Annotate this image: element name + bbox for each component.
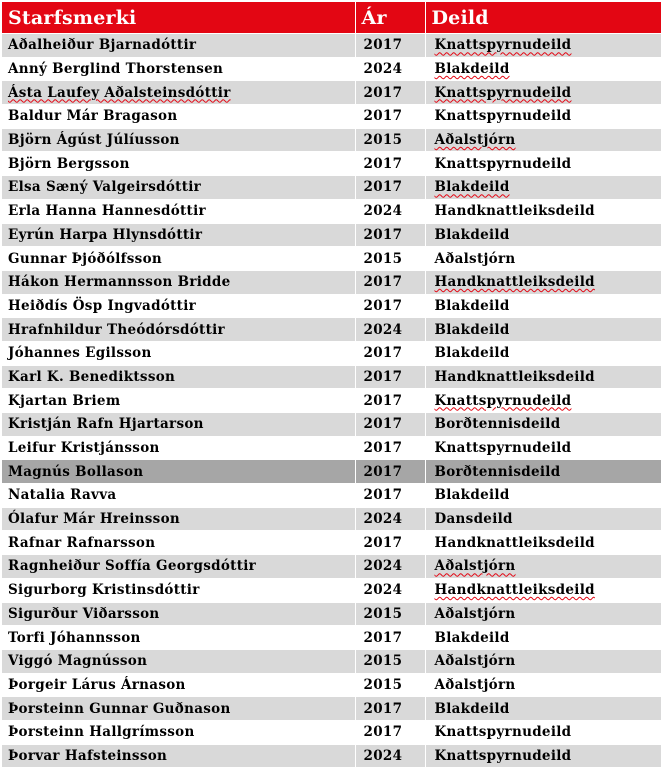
- dept-cell: [425, 507, 661, 531]
- table-row: [2, 413, 661, 437]
- name-cell: [2, 223, 355, 247]
- name-cell-text: Heiðdís Ösp Ingvadóttir: [8, 297, 197, 314]
- dept-cell: [425, 389, 661, 413]
- dept-cell-text: Knattspyrnudeild: [434, 155, 572, 172]
- dept-cell-text: Borðtennisdeild: [434, 416, 561, 433]
- table-row: [2, 531, 661, 555]
- table-row: [2, 507, 661, 531]
- dept-cell: [425, 697, 661, 721]
- dept-cell: [425, 484, 661, 508]
- dept-cell: [425, 460, 661, 484]
- dept-cell-text: Knattspyrnudeild: [434, 108, 572, 125]
- year-cell-text: 2024: [363, 203, 403, 220]
- dept-cell: [425, 720, 661, 744]
- header-row: [2, 2, 661, 34]
- dept-cell: [425, 626, 661, 650]
- name-cell-text: Rafnar Rafnarsson: [8, 534, 156, 551]
- dept-cell-text: Aðalstjórn: [434, 676, 516, 693]
- year-cell: [355, 436, 425, 460]
- dept-cell-text: Dansdeild: [434, 511, 513, 528]
- name-cell: [2, 507, 355, 531]
- year-cell-text: 2017: [363, 297, 403, 314]
- year-cell-text: 2017: [363, 392, 403, 409]
- table-row: [2, 270, 661, 294]
- year-cell-text: 2017: [363, 108, 403, 125]
- table-row: [2, 602, 661, 626]
- name-cell: [2, 720, 355, 744]
- name-cell-text: Hrafnhildur Theódórsdóttir: [8, 321, 225, 338]
- dept-cell: [425, 34, 661, 58]
- dept-cell: [425, 223, 661, 247]
- name-cell-text: Erla Hanna Hannesdóttir: [8, 203, 206, 220]
- name-cell-text: Leifur Kristjánsson: [8, 440, 160, 457]
- dept-cell-text: Handknattleiksdeild: [434, 203, 595, 220]
- name-cell: [2, 152, 355, 176]
- year-cell: [355, 57, 425, 81]
- table-row: [2, 578, 661, 602]
- table-row: [2, 436, 661, 460]
- year-cell-text: 2017: [363, 724, 403, 741]
- name-cell-text: Eyrún Harpa Hlynsdóttir: [8, 226, 203, 243]
- dept-cell-text: Blakdeild: [434, 345, 510, 362]
- year-cell-text: 2017: [363, 368, 403, 385]
- table-row: [2, 389, 661, 413]
- table-row: [2, 223, 661, 247]
- name-cell: [2, 365, 355, 389]
- dept-cell: [425, 176, 661, 200]
- table-row: [2, 247, 661, 271]
- header-year: Ár: [355, 2, 425, 34]
- name-cell-text: Kjartan Briem: [8, 392, 121, 409]
- dept-cell: [425, 649, 661, 673]
- name-cell: [2, 128, 355, 152]
- dept-cell: [425, 152, 661, 176]
- dept-cell-text: Borðtennisdeild: [434, 463, 561, 480]
- dept-cell-text: Aðalstjórn: [434, 653, 516, 670]
- dept-cell-text: Blakdeild: [434, 61, 510, 78]
- name-cell-text: Björn Ágúst Júlíusson: [8, 132, 180, 149]
- dept-cell: [425, 413, 661, 437]
- name-cell-text: Sigurður Viðarsson: [8, 605, 160, 622]
- name-cell: [2, 389, 355, 413]
- dept-cell: [425, 673, 661, 697]
- name-cell-text: Aðalheiður Bjarnadóttir: [8, 37, 197, 54]
- name-cell-text: Baldur Már Bragason: [8, 108, 178, 125]
- dept-cell: [425, 365, 661, 389]
- year-cell-text: 2017: [363, 37, 403, 54]
- name-cell-text: Þorgeir Lárus Árnason: [8, 676, 186, 693]
- year-cell-text: 2024: [363, 61, 403, 78]
- name-cell: [2, 247, 355, 271]
- name-cell: [2, 697, 355, 721]
- name-cell-text: Elsa Sæný Valgeirsdóttir: [8, 179, 202, 196]
- year-cell: [355, 341, 425, 365]
- dept-cell: [425, 105, 661, 129]
- staff-badge-table: [2, 2, 661, 768]
- dept-cell-text: Aðalstjórn: [434, 132, 516, 149]
- dept-cell: [425, 341, 661, 365]
- name-cell-text: Karl K. Benediktsson: [8, 368, 176, 385]
- dept-cell-text: Aðalstjórn: [434, 558, 516, 575]
- year-cell-text: 2017: [363, 487, 403, 504]
- year-cell-text: 2015: [363, 676, 403, 693]
- year-cell: [355, 152, 425, 176]
- year-cell-text: 2017: [363, 274, 403, 291]
- table-row: [2, 673, 661, 697]
- table-row: [2, 365, 661, 389]
- name-cell-text: Viggó Magnússon: [8, 653, 148, 670]
- year-cell-text: 2024: [363, 582, 403, 599]
- year-cell: [355, 484, 425, 508]
- year-cell-text: 2017: [363, 179, 403, 196]
- dept-cell: [425, 744, 661, 768]
- name-cell-text: Magnús Bollason: [8, 463, 144, 480]
- year-cell: [355, 413, 425, 437]
- year-cell: [355, 744, 425, 768]
- name-cell: [2, 673, 355, 697]
- dept-cell: [425, 531, 661, 555]
- table-row: [2, 152, 661, 176]
- name-cell-text: Ólafur Már Hreinsson: [8, 511, 180, 528]
- table-row: [2, 744, 661, 768]
- dept-cell: [425, 57, 661, 81]
- name-cell-text: Sigurborg Kristinsdóttir: [8, 582, 200, 599]
- dept-cell: [425, 294, 661, 318]
- name-cell: [2, 57, 355, 81]
- name-cell: [2, 176, 355, 200]
- table-row: [2, 199, 661, 223]
- dept-cell: [425, 555, 661, 579]
- name-cell: [2, 294, 355, 318]
- dept-cell-text: Blakdeild: [434, 487, 510, 504]
- table-row: [2, 34, 661, 58]
- year-cell-text: 2017: [363, 345, 403, 362]
- year-cell-text: 2017: [363, 629, 403, 646]
- name-cell: [2, 436, 355, 460]
- name-cell-text: Torfi Jóhannsson: [8, 629, 141, 646]
- dept-cell: [425, 128, 661, 152]
- year-cell: [355, 105, 425, 129]
- year-cell-text: 2015: [363, 653, 403, 670]
- name-cell-text: Natalia Ravva: [8, 487, 117, 504]
- name-cell: [2, 744, 355, 768]
- dept-cell: [425, 81, 661, 105]
- year-cell-text: 2024: [363, 747, 403, 764]
- name-cell: [2, 199, 355, 223]
- dept-cell-text: Handknattleiksdeild: [434, 534, 595, 551]
- dept-cell: [425, 578, 661, 602]
- year-cell: [355, 673, 425, 697]
- table-row: [2, 318, 661, 342]
- name-cell-text: Björn Bergsson: [8, 155, 130, 172]
- name-cell-text: Gunnar Þjóðólfsson: [8, 250, 163, 267]
- year-cell: [355, 507, 425, 531]
- year-cell: [355, 176, 425, 200]
- dept-cell-text: Aðalstjórn: [434, 250, 516, 267]
- name-cell: [2, 81, 355, 105]
- dept-cell-text: Handknattleiksdeild: [434, 368, 595, 385]
- dept-cell: [425, 247, 661, 271]
- year-cell: [355, 578, 425, 602]
- year-cell: [355, 81, 425, 105]
- name-cell: [2, 318, 355, 342]
- year-cell-text: 2024: [363, 511, 403, 528]
- table-row: [2, 697, 661, 721]
- name-cell: [2, 626, 355, 650]
- name-cell: [2, 602, 355, 626]
- year-cell: [355, 649, 425, 673]
- table-row: [2, 176, 661, 200]
- year-cell: [355, 318, 425, 342]
- year-cell: [355, 720, 425, 744]
- header-dept: Deild: [425, 2, 661, 34]
- name-cell: [2, 555, 355, 579]
- year-cell-text: 2015: [363, 132, 403, 149]
- table-row: [2, 105, 661, 129]
- name-cell: [2, 649, 355, 673]
- year-cell: [355, 531, 425, 555]
- name-cell-text: Ásta Laufey Aðalsteinsdóttir: [8, 84, 231, 101]
- year-cell-text: 2015: [363, 250, 403, 267]
- dept-cell-text: Knattspyrnudeild: [434, 724, 572, 741]
- year-cell: [355, 697, 425, 721]
- year-cell: [355, 626, 425, 650]
- dept-cell-text: Aðalstjórn: [434, 605, 516, 622]
- name-cell: [2, 105, 355, 129]
- dept-cell-text: Knattspyrnudeild: [434, 37, 572, 54]
- name-cell-text: Kristján Rafn Hjartarson: [8, 416, 204, 433]
- dept-cell-text: Knattspyrnudeild: [434, 440, 572, 457]
- table-row: [2, 341, 661, 365]
- table-row: [2, 128, 661, 152]
- table-row: [2, 555, 661, 579]
- year-cell-text: 2015: [363, 605, 403, 622]
- name-cell-text: Jóhannes Egilsson: [8, 345, 152, 362]
- dept-cell: [425, 436, 661, 460]
- name-cell: [2, 34, 355, 58]
- dept-cell-text: Blakdeild: [434, 297, 510, 314]
- name-cell-text: Þorsteinn Gunnar Guðnason: [8, 700, 231, 717]
- year-cell-text: 2017: [363, 440, 403, 457]
- name-cell-text: Anný Berglind Thorstensen: [8, 61, 224, 78]
- table-row: [2, 649, 661, 673]
- header-name: Starfsmerki: [2, 2, 355, 34]
- name-cell: [2, 460, 355, 484]
- dept-cell-text: Knattspyrnudeild: [434, 84, 572, 101]
- name-cell: [2, 413, 355, 437]
- table-row: [2, 460, 661, 484]
- table-row: [2, 626, 661, 650]
- year-cell-text: 2017: [363, 463, 403, 480]
- year-cell-text: 2024: [363, 558, 403, 575]
- year-cell: [355, 602, 425, 626]
- name-cell-text: Ragnheiður Soffía Georgsdóttir: [8, 558, 257, 575]
- dept-cell-text: Knattspyrnudeild: [434, 747, 572, 764]
- table-row: [2, 81, 661, 105]
- dept-cell-text: Blakdeild: [434, 321, 510, 338]
- year-cell: [355, 223, 425, 247]
- name-cell: [2, 531, 355, 555]
- year-cell-text: 2017: [363, 534, 403, 551]
- year-cell-text: 2017: [363, 84, 403, 101]
- year-cell-text: 2017: [363, 155, 403, 172]
- year-cell: [355, 34, 425, 58]
- year-cell: [355, 365, 425, 389]
- year-cell: [355, 294, 425, 318]
- year-cell: [355, 199, 425, 223]
- year-cell-text: 2017: [363, 416, 403, 433]
- year-cell-text: 2017: [363, 700, 403, 717]
- name-cell: [2, 578, 355, 602]
- name-cell: [2, 341, 355, 365]
- year-cell: [355, 555, 425, 579]
- dept-cell: [425, 318, 661, 342]
- name-cell-text: Þorvar Hafsteinsson: [8, 747, 168, 764]
- dept-cell-text: Blakdeild: [434, 226, 510, 243]
- dept-cell-text: Blakdeild: [434, 629, 510, 646]
- year-cell-text: 2024: [363, 321, 403, 338]
- table-row: [2, 484, 661, 508]
- name-cell: [2, 484, 355, 508]
- dept-cell: [425, 602, 661, 626]
- year-cell: [355, 270, 425, 294]
- dept-cell: [425, 199, 661, 223]
- table-row: [2, 294, 661, 318]
- dept-cell-text: Blakdeild: [434, 179, 510, 196]
- name-cell-text: Hákon Hermannsson Bridde: [8, 274, 231, 291]
- dept-cell-text: Knattspyrnudeild: [434, 392, 572, 409]
- dept-cell: [425, 270, 661, 294]
- year-cell: [355, 128, 425, 152]
- name-cell: [2, 270, 355, 294]
- table-row: [2, 720, 661, 744]
- year-cell: [355, 247, 425, 271]
- dept-cell-text: Handknattleiksdeild: [434, 582, 595, 599]
- year-cell-text: 2017: [363, 226, 403, 243]
- dept-cell-text: Handknattleiksdeild: [434, 274, 595, 291]
- table-row: [2, 57, 661, 81]
- name-cell-text: Þorsteinn Hallgrímsson: [8, 724, 195, 741]
- year-cell: [355, 460, 425, 484]
- year-cell: [355, 389, 425, 413]
- dept-cell-text: Blakdeild: [434, 700, 510, 717]
